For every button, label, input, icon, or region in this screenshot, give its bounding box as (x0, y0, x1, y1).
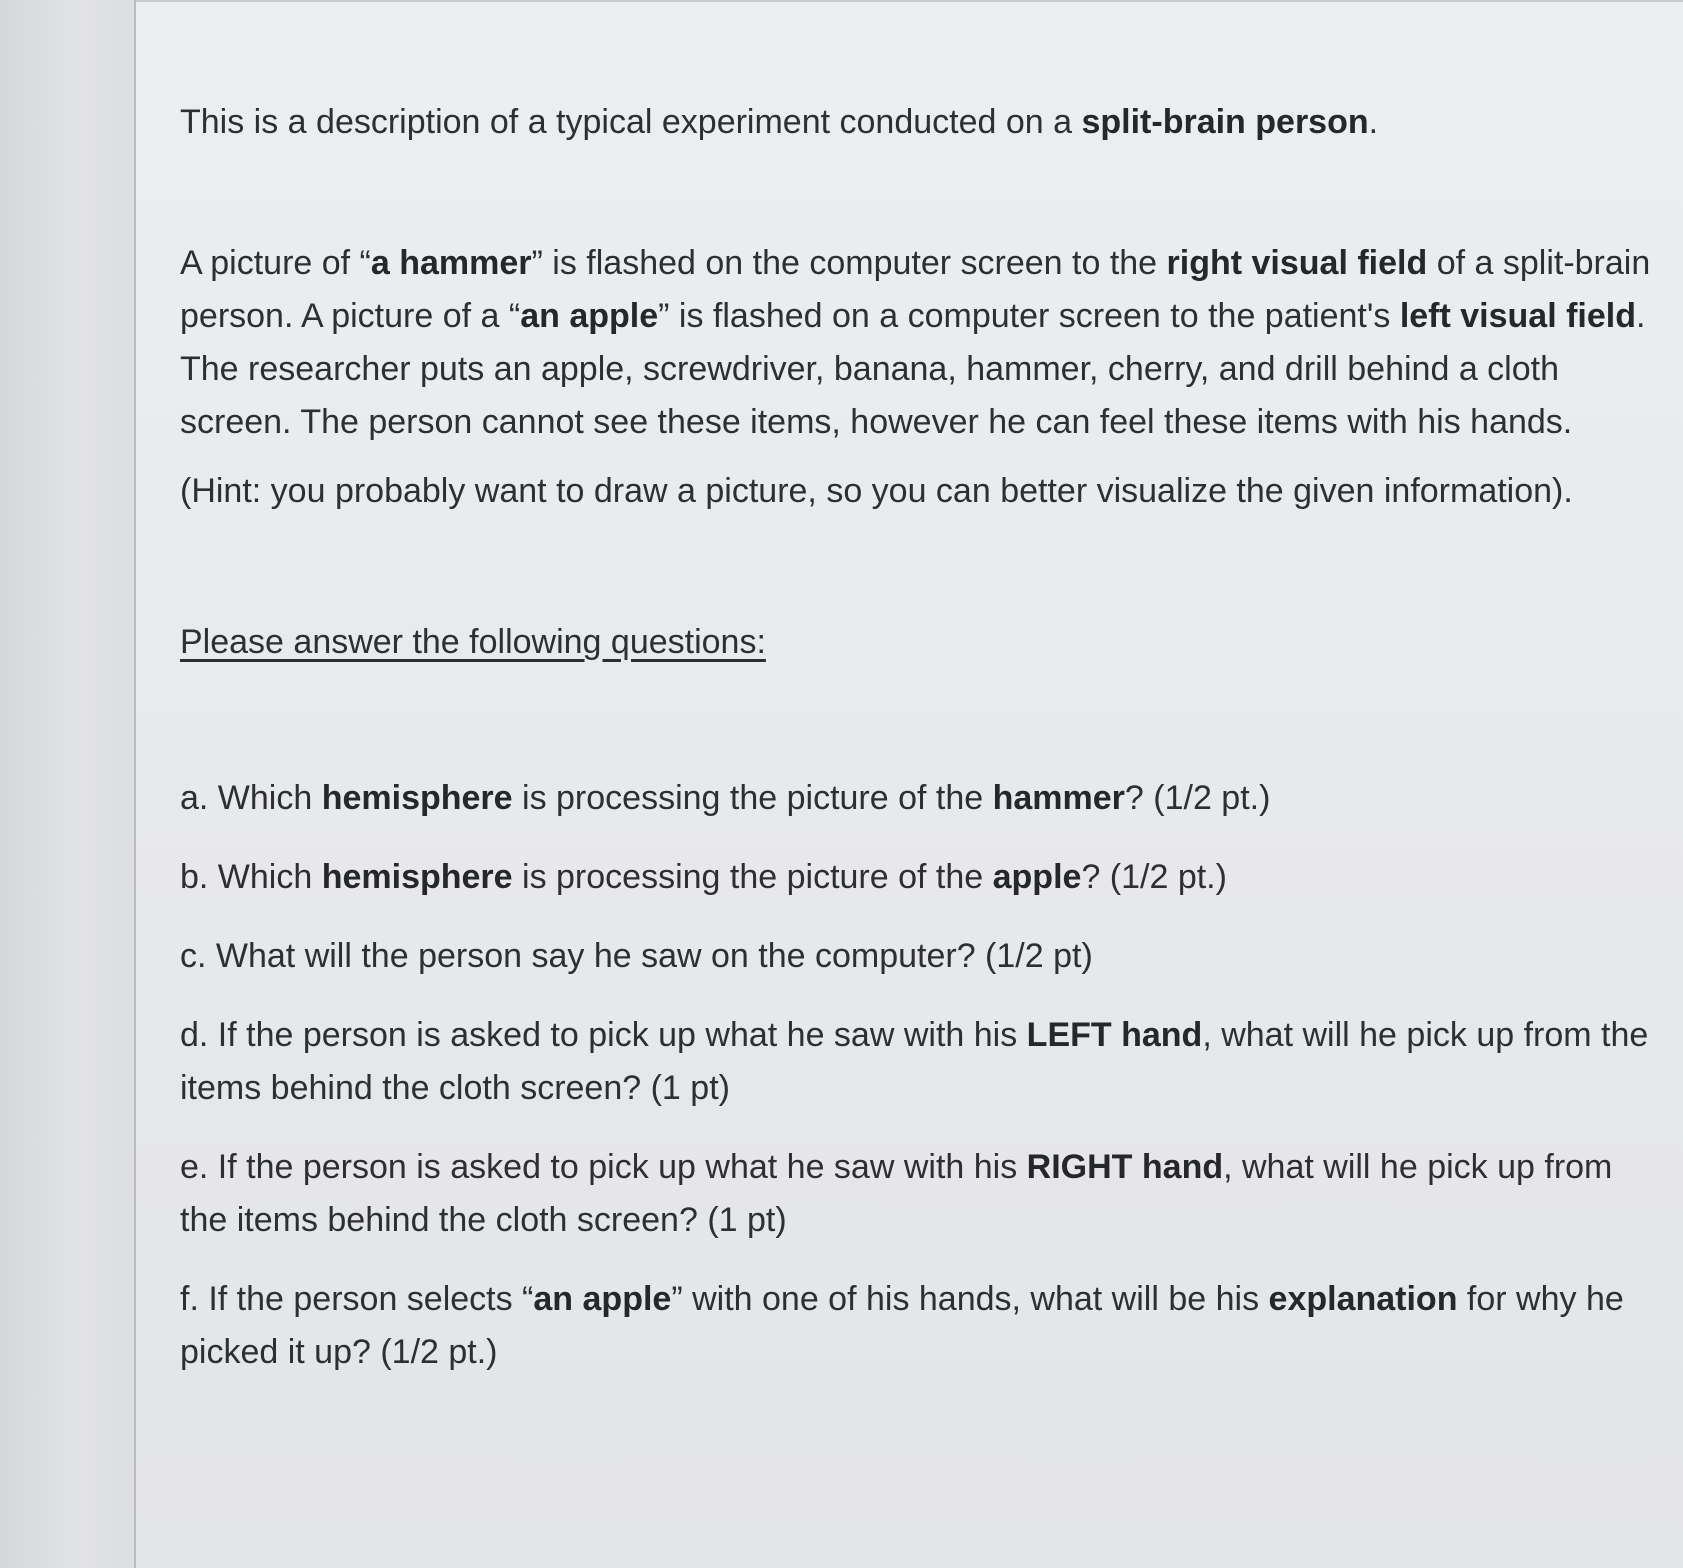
question-b-bold-2: apple (992, 858, 1082, 896)
question-a-text-2: is processing the picture of the (512, 779, 993, 817)
question-a-text-3: ? (1/2 pt.) (1124, 779, 1271, 817)
question-e (180, 1141, 1660, 1247)
scenario-paragraph (180, 237, 1660, 449)
question-f-text-1: f. If the person selects “ (180, 1280, 534, 1318)
scenario-text-5: . The researcher puts an apple, screwdriver, banana, hammer, cherry, and drill behind a cloth screen. The person cannot see these items, however he can feel these items with his hands. (180, 297, 1646, 441)
question-f-bold-2: explanation (1268, 1280, 1458, 1318)
question-e-text-1: e. If the person is asked to pick up what he saw with his (180, 1148, 1027, 1186)
scenario-bold-left-field: left visual field (1399, 297, 1637, 335)
questions-heading: Please answer the following questions: (180, 623, 766, 661)
question-c-text: c. What will the person say he saw on the computer? (1/2 pt) (180, 937, 1093, 975)
scenario-bold-hammer: a hammer (370, 244, 532, 282)
question-a-bold-1: hemisphere (321, 779, 513, 817)
scenario-bold-right-field: right visual field (1166, 244, 1428, 282)
question-a-text-1: a. Which (180, 779, 322, 817)
question-e-text-2: , what will he pick up from the items behind the cloth screen? (1 pt) (180, 1148, 1613, 1239)
question-d-text-1: d. If the person is asked to pick up what he saw with his (180, 1016, 1027, 1054)
question-a (180, 772, 1660, 825)
scenario-text-4: ” is flashed on a computer screen to the patient's (658, 297, 1400, 335)
left-margin-strip (0, 0, 134, 1568)
question-d (180, 1009, 1660, 1115)
question-b-text-2: is processing the picture of the (512, 858, 993, 896)
question-a-bold-2: hammer (992, 779, 1125, 817)
question-b-text-3: ? (1/2 pt.) (1081, 858, 1227, 896)
scenario-text-1: A picture of “ (180, 244, 371, 282)
question-e-bold-1: RIGHT hand (1026, 1148, 1224, 1186)
intro-text: This is a description of a typical experiment conducted on a (180, 103, 1082, 141)
question-b-text-1: b. Which (180, 858, 322, 896)
question-f-bold-1: an apple (533, 1280, 672, 1318)
document-content (180, 96, 1660, 1405)
question-f-text-2: ” with one of his hands, what will be his (671, 1280, 1269, 1318)
question-f-text-3: for why he picked it up? (1/2 pt.) (180, 1280, 1624, 1371)
hint-paragraph: (Hint: you probably want to draw a picture, so you can better visualize the given information). (180, 472, 1573, 510)
question-f (180, 1273, 1660, 1379)
intro-bold-term: split-brain person (1081, 103, 1369, 141)
question-d-text-2: , what will he pick up from the items behind the cloth screen? (1 pt) (180, 1016, 1649, 1107)
scenario-text-2: ” is flashed on the computer screen to the (531, 244, 1167, 282)
question-c (180, 930, 1660, 983)
intro-paragraph (180, 96, 1660, 149)
intro-end: . (1368, 103, 1379, 141)
scenario-bold-apple: an apple (520, 297, 659, 335)
scenario-text-3: of a split-brain person. A picture of a “ (180, 244, 1651, 335)
top-rule (136, 0, 1683, 2)
question-b-bold-1: hemisphere (321, 858, 513, 896)
question-d-bold-1: LEFT hand (1026, 1016, 1203, 1054)
question-b (180, 851, 1660, 904)
